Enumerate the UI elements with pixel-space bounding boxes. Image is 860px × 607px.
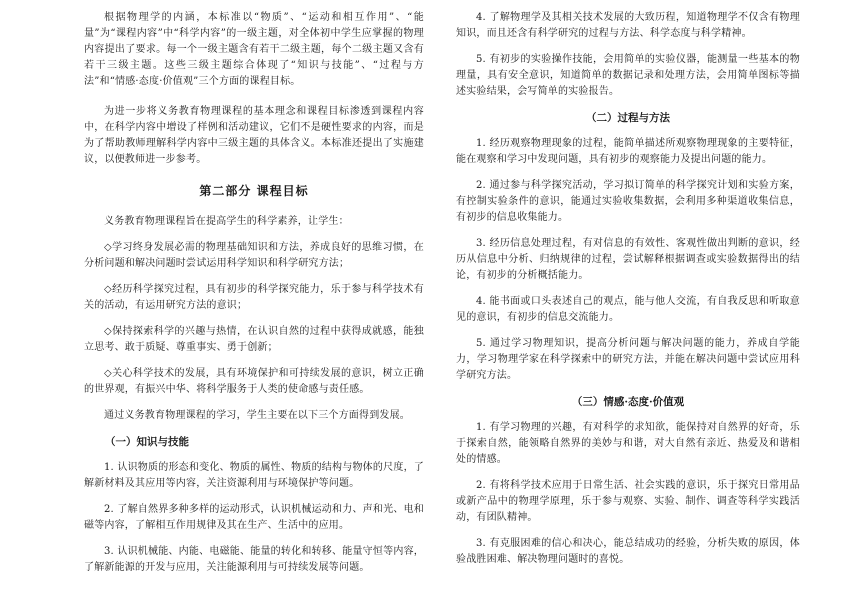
intro-paragraph-1: 根据物理学的内涵，本标准以“物质”、“运动和相互作用”、“能量”为“课程内容”中“科学内容”的一级主题，对全体初中学生应掌握的物理内容提出了要求。每一个一级主题含有若干二级主题，每个二级主题又含有若干三级主题。这些三级主题综合体现了“知识与技能”、“过程与方法”和“情感·态度·价值观”三个方面的课程目标。	[84, 12, 424, 87]
intro-paragraph-2: 为进一步将义务教育物理课程的基本理念和课程目标渗透到课程内容中，在科学内容中增设了样例和活动建议，它们不是硬性要求的内容，而是为了帮助教师理解科学内容中三级主题的具体含义。本标准还提出了实施建议，以便教师进一步参考。	[84, 106, 424, 165]
knowledge-item: 5. 有初步的实验操作技能，会用简单的实验仪器，能测量一些基本的物理量，具有安全意识，知道简单的数据记录和处理方法，会用简单图标等描述实验结果，会写简单的实验报告。	[456, 54, 800, 97]
part-title: 第二部分 课程目标	[199, 184, 309, 198]
knowledge-item: 3. 认识机械能、内能、电磁能、能量的转化和转移、能量守恒等内容，了解新能源的开发与应用，关注能源利用与可持续发展等问题。	[84, 546, 424, 573]
knowledge-item: 1. 认识物质的形态和变化、物质的属性、物质的结构与物体的尺度，了解新材料及其应用等内容，关注资源利用与环境保护等问题。	[84, 462, 424, 489]
attitude-item: 2. 有将科学技术应用于日常生活、社会实践的意识，乐于探究日常用品或新产品中的物理学原理，乐于参与观察、实验、制作、调查等科学实践活动，有团队精神。	[456, 480, 800, 523]
goal-bullet: ◇保持探索科学的兴趣与热情，在认识自然的过程中获得成就感，能独立思考、敢于质疑、尊重事实、勇于创新；	[84, 326, 424, 353]
process-item: 5. 通过学习物理知识，提高分析问题与解决问题的能力，养成自学能力，学习物理学家在科学探索中的研究方法，并能在解决问题中尝试应用科学研究方法。	[456, 338, 800, 381]
goal-bullet: ◇学习终身发展必需的物理基础知识和方法，养成良好的思维习惯，在分析问题和解决问题时尝试运用科学知识和科学研究方法；	[84, 242, 424, 269]
knowledge-item: 2. 了解自然界多种多样的运动形式，认识机械运动和力、声和光、电和磁等内容，了解相互作用规律及其在生产、生活中的应用。	[84, 504, 424, 531]
right-column	[456, 10, 800, 568]
process-item: 2. 通过参与科学探究活动，学习拟订简单的科学探究计划和实验方案，有控制实验条件的意识，能通过实验收集数据，会利用多种渠道收集信息，有初步的信息收集能力。	[456, 180, 800, 223]
knowledge-item: 4. 了解物理学及其相关技术发展的大致历程，知道物理学不仅含有物理知识，而且还含有科学研究的过程与方法、科学态度与科学精神。	[456, 12, 800, 39]
goal-bullet: ◇关心科学技术的发展，具有环境保护和可持续发展的意识，树立正确的世界观，有振兴中华、将科学服务于人类的使命感与责任感。	[84, 368, 424, 395]
left-column	[84, 10, 424, 576]
goal-intro: 义务教育物理课程旨在提高学生的科学素养，让学生：	[104, 216, 349, 227]
process-item: 4. 能书面或口头表述自己的观点，能与他人交流，有自我反思和听取意见的意识，有初步的信息交流能力。	[456, 296, 800, 323]
attitude-item: 3. 有克服困难的信心和决心，能总结成功的经验，分析失败的原因，体验战胜困难、解决物理问题时的喜悦。	[456, 538, 800, 565]
process-item: 1. 经历观察物理现象的过程，能简单描述所观察物理现象的主要特征，能在观察和学习中发现问题，具有初步的观察能力及提出问题的能力。	[456, 138, 800, 165]
section-title-attitude: （三）情感·态度·价值观	[571, 396, 685, 408]
attitude-item: 1. 有学习物理的兴趣，有对科学的求知欲，能保持对自然界的好奇，乐于探索自然，能领略自然界的美妙与和谐，对大自然有亲近、热爱及和谐相处的情感。	[456, 422, 800, 465]
section-title-knowledge: （一）知识与技能	[105, 436, 189, 448]
goal-bullet: ◇经历科学探究过程，具有初步的科学探究能力，乐于参与科学技术有关的活动，有运用研究方法的意识；	[84, 284, 424, 311]
section-title-process: （二）过程与方法	[586, 112, 670, 124]
summary-paragraph: 通过义务教育物理课程的学习，学生主要在以下三个方面得到发展。	[104, 410, 410, 421]
process-item: 3. 经历信息处理过程，有对信息的有效性、客观性做出判断的意识，经历从信息中分析、归纳规律的过程，尝试解释根据调查或实验数据得出的结论，有初步的分析概括能力。	[456, 238, 800, 281]
